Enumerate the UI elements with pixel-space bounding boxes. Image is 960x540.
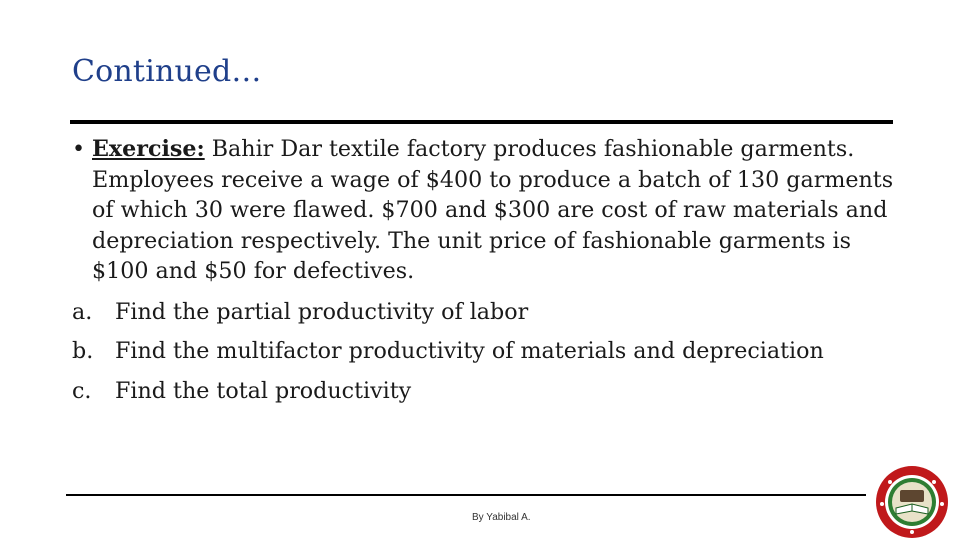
list-marker: c. <box>72 377 92 404</box>
list-item-text: Find the partial productivity of labor <box>115 298 529 325</box>
university-logo <box>870 464 954 540</box>
footer-author: By Yabibal A. <box>472 512 531 523</box>
list-item <box>72 297 902 328</box>
list-marker: b. <box>72 338 94 364</box>
list-marker: a. <box>72 298 93 325</box>
exercise-text: Bahir Dar textile factory produces fashionable garments. Employees receive a wage of $400 to produce a batch of 130 garments of which 30 were flawed. $700 and $300 are cost of raw materials and depreciation respectively. The unit price of fashionable garments is $100 and $50 for defectives. <box>92 136 894 284</box>
footer-divider <box>66 494 866 496</box>
slide-title: Continued… <box>72 54 262 89</box>
exercise-paragraph <box>72 134 902 287</box>
list-item <box>72 376 902 407</box>
list-item <box>72 336 902 367</box>
bullet-marker: • <box>72 136 86 162</box>
list-item-text: Find the total productivity <box>115 377 412 404</box>
slide-body <box>72 134 902 406</box>
list-item-text: Find the multifactor productivity of materials and depreciation <box>115 338 824 364</box>
title-divider <box>70 120 893 124</box>
exercise-label: Exercise: <box>92 136 205 162</box>
